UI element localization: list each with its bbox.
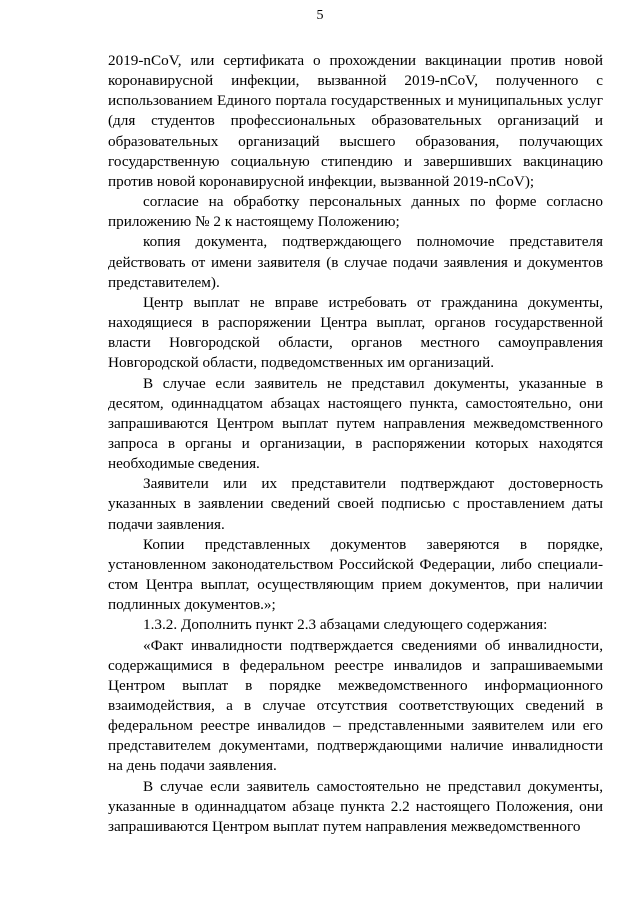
paragraph-no-request-rule: Центр выплат не вправе истребовать от гражданина документы, находящиеся в распоряжении Центра выплат, органов государственной власти Новгородской области, органов местного самоуправления Новгородской области, подведомственных им организаций.: [108, 293, 603, 372]
paragraph-copies-certification: Копии представленных документов заверяются в порядке, установленном законодательством Российской Федерации, либо специалистом Центра выплат, осуществляющим прием документов, при наличии подлинных документов.»;: [108, 535, 603, 614]
paragraph-consent: согласие на обработку персональных данных по форме согласно приложению № 2 к настоящему Положению;: [108, 193, 603, 231]
paragraph-disability-fact: «Факт инвалидности подтверждается сведениями об инвалидности, содержащимися в федеральном реестре инвалидов и запрашиваемыми Центром выплат в порядке межведомственного информационного взаимодействия, а в случае отсутствия соответствующих сведений в федеральном реестре инвалидов – представленными заявителем или его представителем документами, подтверждающими наличие инвалидности на день подачи заявления.: [108, 636, 603, 775]
paragraph-applicant-confirmation: Заявители или их представители подтверждают достоверность указанных в заявлении сведений своей подписью с проставлением даты подачи заявления.: [108, 475, 603, 533]
paragraph-interagency-request: В случае если заявитель не представил документы, указанные в десятом, одиннадцатом абзацах настоящего пункта, самостоятельно, они запрашиваются Центром выплат путем направления межведомственного запроса в органы и организации, в распоряжении которых находятся необходимые сведения.: [108, 374, 603, 473]
page-number: 5: [316, 8, 324, 23]
paragraph-continuation: 2019-nCoV, или сертификата о прохождении вакцинации против новой коронавирусной инфекции, вызванной 2019-nCoV, полученного с использованием Единого портала государственных и муниципальных услуг (для студентов профессиональных образовательных организаций и образовательных организаций высшего образования, получающих государственную социальную стипендию и завершивших вакцинацию против новой коронавирусной инфекции, вызванной 2019-nCoV);: [108, 52, 603, 190]
paragraph-amendment-heading: 1.3.2. Дополнить пункт 2.3 абзацами следующего содержания:: [143, 616, 548, 634]
paragraph-representative-copy: копия документа, подтверждающего полномочие представителя действовать от имени заявителя (в случае подачи заявления и документов представителем).: [108, 233, 603, 291]
document-body: [108, 51, 603, 837]
paragraph-disability-request: В случае если заявитель самостоятельно не представил документы, указанные в одиннадцатом абзаце пункта 2.2 настоящего Положения, они запрашиваются Центром выплат путем направления межведомственного: [108, 777, 603, 835]
